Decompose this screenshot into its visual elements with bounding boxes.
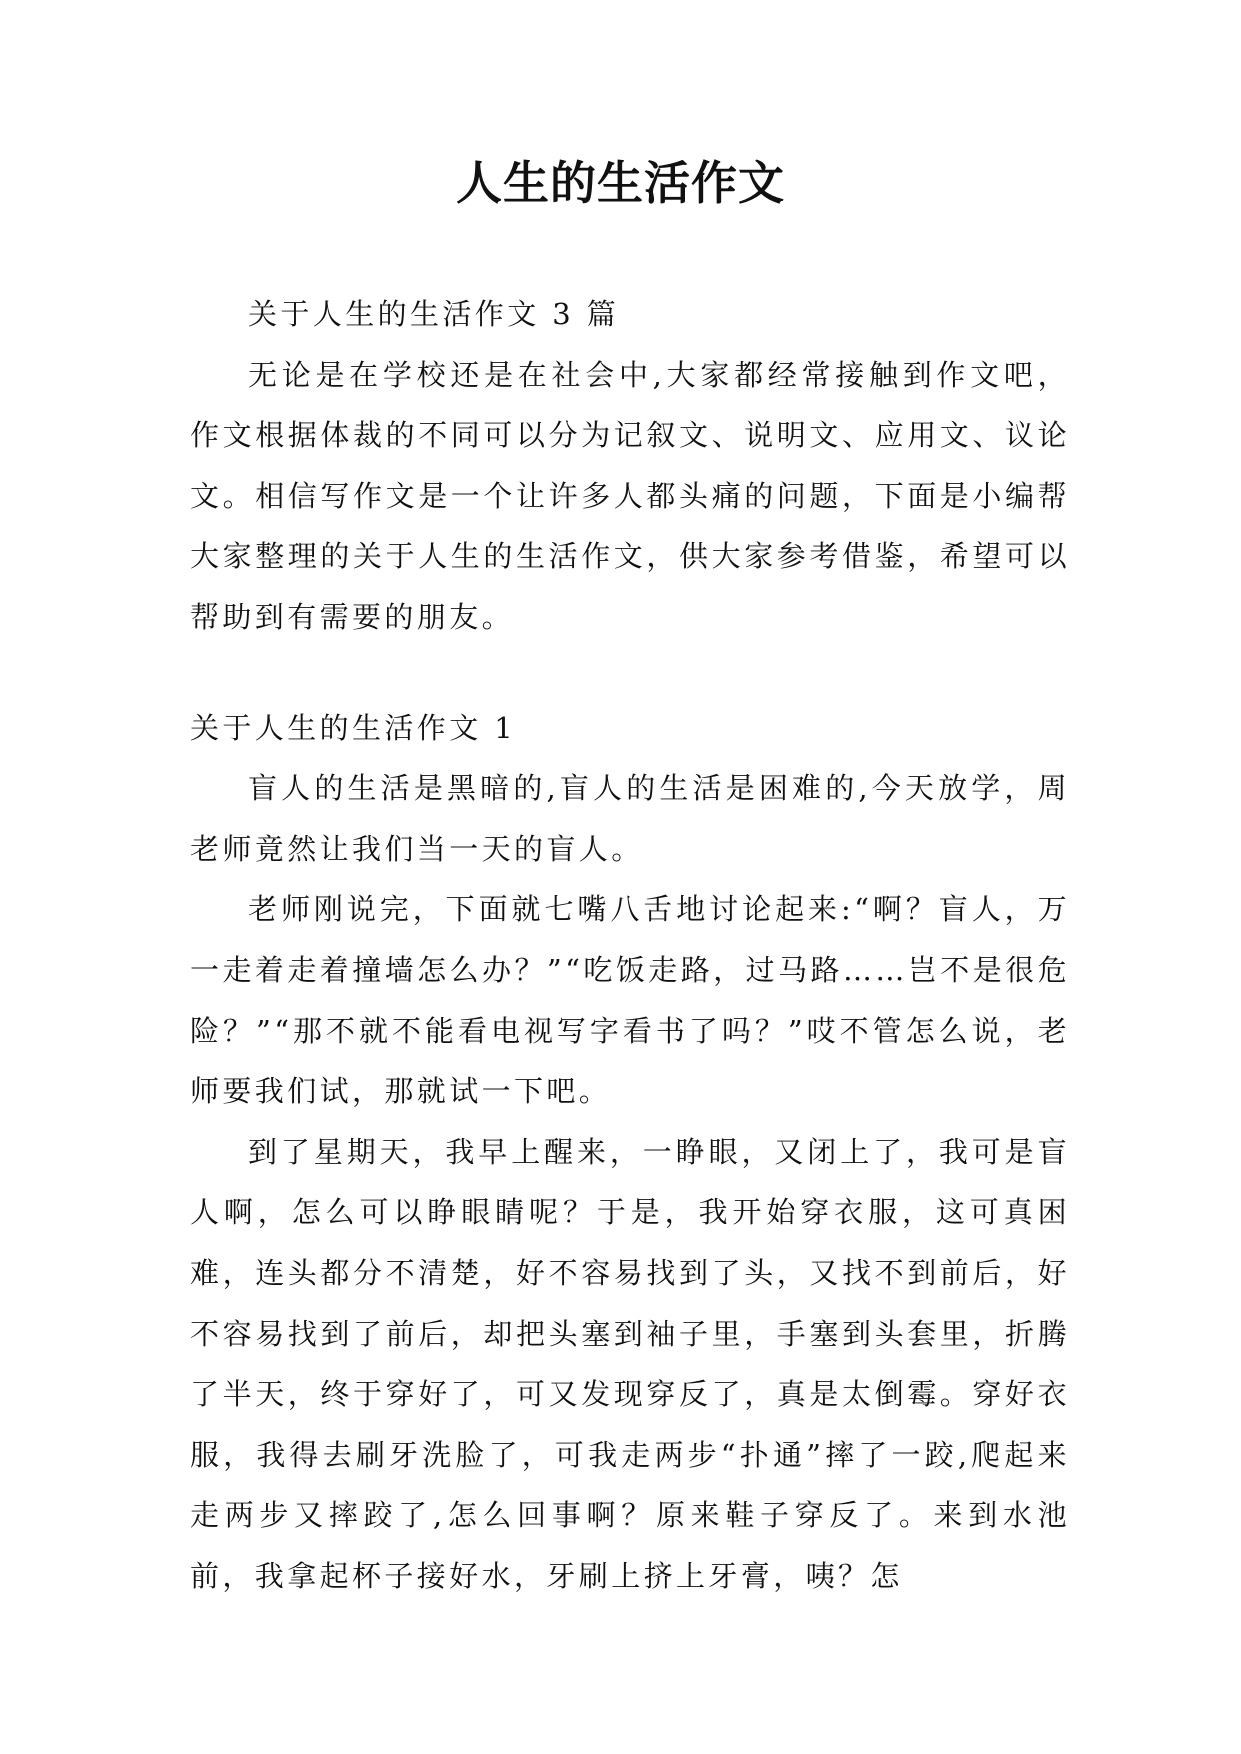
document-body: [190, 284, 1070, 1606]
document-title: 人生的生活作文: [456, 156, 785, 210]
intro-heading: 关于人生的生活作文 3 篇: [248, 297, 620, 331]
essay1-heading: 关于人生的生活作文 1: [190, 710, 517, 745]
essay1-paragraph-2: 老师刚说完，下面就七嘴八舌地讨论起来:“啊？盲人，万一走着走着撞墙怎么办？”“吃饭走路，过马路……岂不是很危险？”“那不就不能看电视写字看书了吗？”哎不管怎么说，老师要我们试，那就试一下吧。: [190, 892, 1070, 1109]
essay1-paragraph-3: 到了星期天，我早上醒来，一睁眼，又闭上了，我可是盲人啊，怎么可以睁眼睛呢？于是，我开始穿衣服，这可真困难，连头都分不清楚，好不容易找到了头，又找不到前后，好不容易找到了前后，却把头塞到袖子里，手塞到头套里，折腾了半天，终于穿好了，可又发现穿反了，真是太倒霉。穿好衣服，我得去刷牙洗脸了，可我走两步“扑通”摔了一跤,爬起来走两步又摔跤了,怎么回事啊？原来鞋子穿反了。来到水池前，我拿起杯子接好水，牙刷上挤上牙膏，咦？怎: [190, 1134, 1070, 1593]
section-gap: [190, 648, 1070, 698]
intro-paragraph: 无论是在学校还是在社会中,大家都经常接触到作文吧，作文根据体裁的不同可以分为记叙文、说明文、应用文、议论文。相信写作文是一个让许多人都头痛的问题，下面是小编帮大家整理的关于人生的生活作文，供大家参考借鉴，希望可以帮助到有需要的朋友。: [190, 357, 1070, 634]
essay1-paragraph-1: 盲人的生活是黑暗的,盲人的生活是困难的,今天放学，周老师竟然让我们当一天的盲人。: [190, 771, 1070, 866]
